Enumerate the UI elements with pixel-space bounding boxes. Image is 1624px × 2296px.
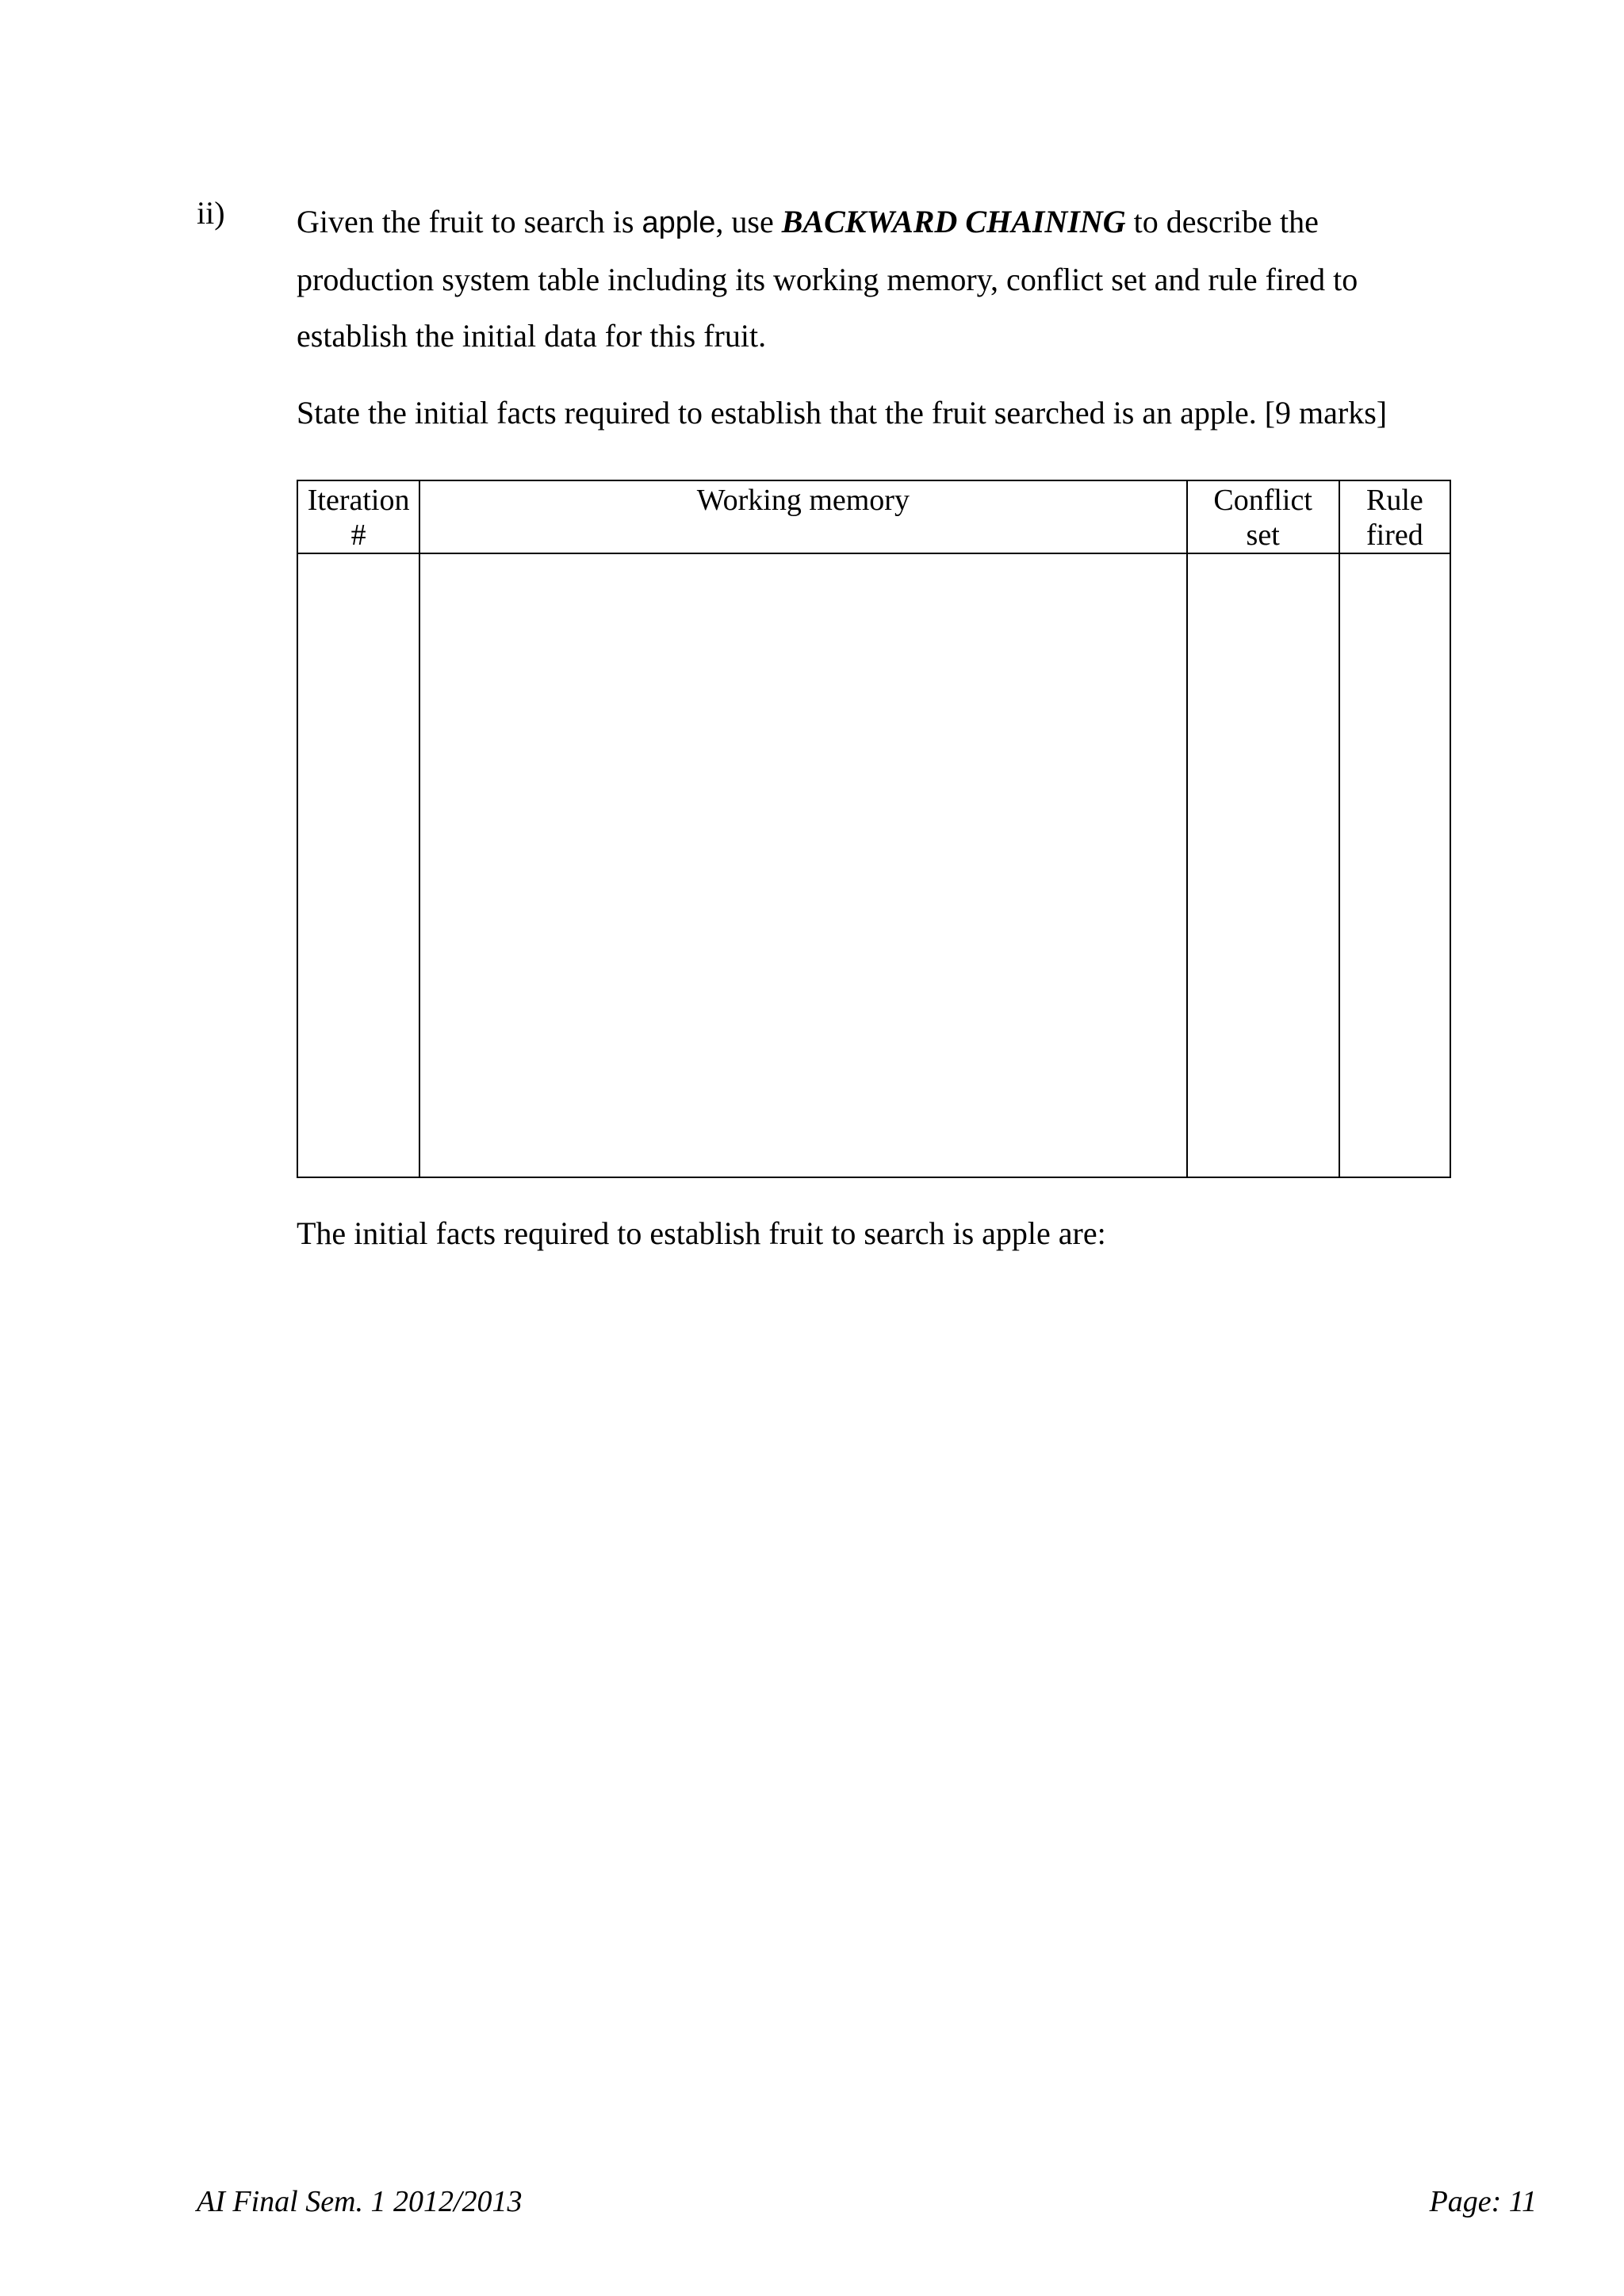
table-header-row: [297, 480, 1450, 553]
header-rule-fired: [1339, 480, 1450, 553]
header-rule-line2: fired: [1366, 519, 1423, 552]
production-system-table: [297, 480, 1451, 1178]
question-number: ii): [197, 195, 225, 231]
question-text: [297, 193, 1423, 364]
cell-iteration: [297, 553, 419, 1177]
method-emphasis: BACKWARD CHAINING: [781, 204, 1126, 239]
header-rule-line1: Rule: [1366, 484, 1423, 517]
question-text-part3: to describe the production system table including its working memory, conflict set and rule fired to establish the initial data for this fruit.: [297, 204, 1358, 354]
fruit-word: apple: [642, 206, 716, 239]
header-conflict-set: [1187, 480, 1339, 553]
question-text-part1: Given the fruit to search is: [297, 204, 642, 239]
header-conflict-line2: set: [1246, 519, 1280, 552]
question-text-part2: , use: [715, 204, 782, 239]
header-working-memory-label: Working memory: [696, 484, 910, 517]
header-iteration-line2: #: [350, 519, 366, 552]
table-row: [297, 553, 1450, 1177]
header-working-memory: [419, 480, 1186, 553]
header-iteration-line1: Iteration: [307, 484, 410, 517]
footer-course: AI Final Sem. 1 2012/2013: [197, 2185, 523, 2218]
footer-page-number: Page: 11: [1429, 2185, 1537, 2218]
cell-rule-fired: [1339, 553, 1450, 1177]
initial-facts-prompt: The initial facts required to establish fruit to search is apple are:: [297, 1215, 1106, 1251]
header-iteration: [297, 480, 419, 553]
cell-conflict-set: [1187, 553, 1339, 1177]
question-instruction: State the initial facts required to establish that the fruit searched is an apple. [9 marks]: [297, 395, 1388, 430]
cell-working-memory: [419, 553, 1186, 1177]
header-conflict-line1: Conflict: [1213, 484, 1312, 517]
